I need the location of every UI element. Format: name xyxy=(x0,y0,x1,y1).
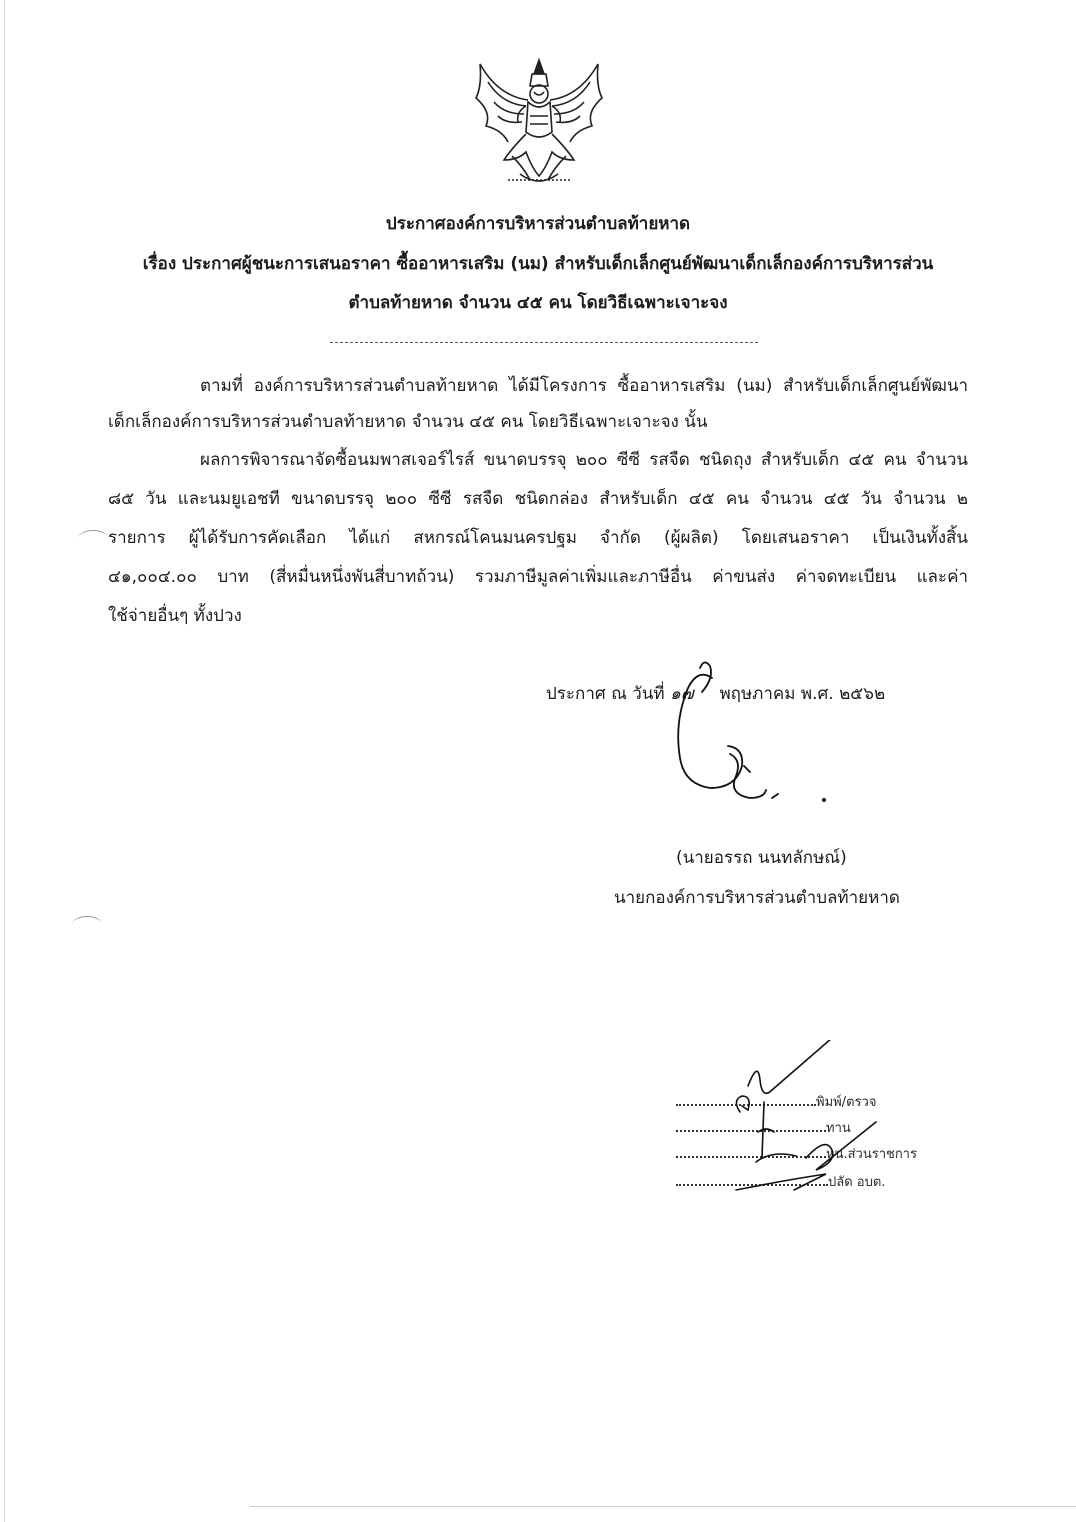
paragraph-2-line-3: รายการ ผู้ได้รับการคัดเลือก ได้แก่ สหกรณ์โคนมนครปฐม จำกัด (ผู้ผลิต) โดยเสนอราคา เป็นเงินทั้งสิ้น xyxy=(108,528,968,548)
title-separator xyxy=(330,342,758,344)
date-day-handwritten: ๑๗ xyxy=(670,684,694,704)
initials-label: หน.ส่วนราชการ xyxy=(826,1147,917,1162)
signatory-position: นายกองค์การบริหารส่วนตำบลท้ายหาด xyxy=(614,888,900,908)
initials-block xyxy=(676,1040,946,1220)
subject-line-1: เรื่อง ประกาศผู้ชนะการเสนอราคา ซื้ออาหารเสริม (นม) สำหรับเด็กเล็กศูนย์พัฒนาเด็กเล็กองค์การบริหารส่วน xyxy=(142,254,934,274)
handwritten-signature xyxy=(630,648,840,828)
paragraph-2-line-5: ใช้จ่ายอื่นๆ ทั้งปวง xyxy=(108,606,242,626)
initials-label: ทาน xyxy=(826,1121,851,1136)
scan-edge-bottom xyxy=(250,1506,1076,1507)
paragraph-1-line-1: ตามที่ องค์การบริหารส่วนตำบลท้ายหาด ได้มีโครงการ ซื้ออาหารเสริม (นม) สำหรับเด็กเล็กศูนย์พัฒนา xyxy=(200,376,968,396)
initials-label: พิมพ์/ตรวจ xyxy=(816,1095,877,1110)
punch-hole-mark xyxy=(78,530,108,547)
punch-hole-mark xyxy=(72,916,102,933)
garuda-emblem xyxy=(468,56,610,194)
paragraph-1-line-2: เด็กเล็กองค์การบริหารส่วนตำบลท้ายหาด จำนวน ๔๕ คน โดยวิธีเฉพาะเจาะจง นั้น xyxy=(108,412,708,432)
date-month-year: พฤษภาคม พ.ศ. ๒๕๖๒ xyxy=(719,684,886,704)
handwritten-initials xyxy=(676,1040,946,1220)
date-prefix: ประกาศ ณ วันที่ xyxy=(546,684,665,704)
signatory-name: (นายอรรถ นนทลักษณ์) xyxy=(676,848,847,868)
document-title: ประกาศองค์การบริหารส่วนตำบลท้ายหาด xyxy=(385,214,691,234)
paragraph-2-line-1: ผลการพิจารณาจัดซื้อนมพาสเจอร์ไรส์ ขนาดบรรจุ ๒๐๐ ซีซี รสจืด ชนิดถุง สำหรับเด็ก ๔๕ คน จำนวน xyxy=(200,450,968,470)
subject-line-2: ตำบลท้ายหาด จำนวน ๔๕ คน โดยวิธีเฉพาะเจาะจง xyxy=(348,293,728,313)
paragraph-2-line-2: ๘๕ วัน และนมยูเอชที ขนาดบรรจุ ๒๐๐ ซีซี รสจืด ชนิดกล่อง สำหรับเด็ก ๔๕ คน จำนวน ๔๕ วัน จำนวน ๒ xyxy=(108,489,968,509)
initials-label: ปลัด อบต. xyxy=(828,1175,886,1190)
paragraph-2-line-4: ๔๑,๐๐๔.๐๐ บาท (สี่หมื่นหนึ่งพันสี่บาทถ้วน) รวมภาษีมูลค่าเพิ่มและภาษีอื่น ค่าขนส่ง ค่าจดทะเบียน และค่า xyxy=(108,567,968,587)
